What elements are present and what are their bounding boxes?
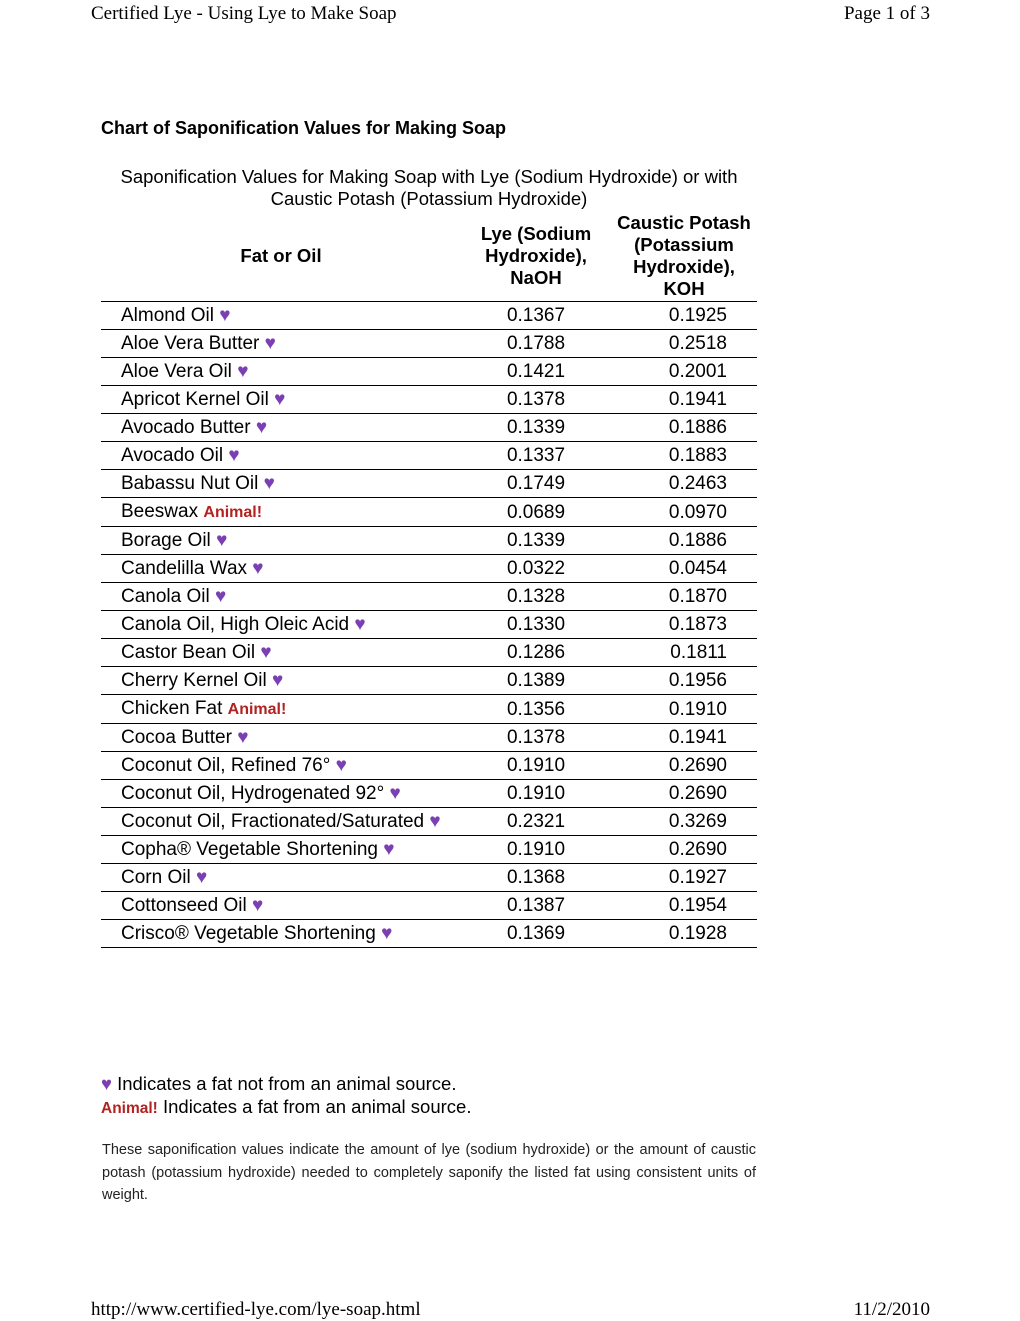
fat-name-cell [101, 498, 461, 527]
fat-name: Castor Bean Oil [121, 642, 256, 663]
heart-icon: ♥ [381, 923, 393, 944]
fat-name-cell [101, 302, 461, 330]
table-subtitle: Saponification Values for Making Soap with Lye (Sodium Hydroxide) or with Caustic Potash (Potassium Hydroxide) [120, 166, 738, 209]
table-row [101, 527, 757, 555]
heart-icon: ♥ [252, 558, 264, 579]
naoh-value: 0.1389 [506, 670, 566, 691]
fat-name-cell [101, 892, 461, 920]
fat-name: Apricot Kernel Oil [121, 389, 269, 410]
fat-name-cell [101, 414, 461, 442]
legend-row-animal [101, 1095, 471, 1120]
fat-name-cell [101, 695, 461, 724]
print-footer-url: http://www.certified-lye.com/lye-soap.html [91, 1299, 421, 1320]
print-header-title: Certified Lye - Using Lye to Make Soap [91, 3, 397, 24]
fat-name-cell [101, 386, 461, 414]
fat-name-cell [101, 667, 461, 695]
animal-badge: Animal! [203, 504, 263, 521]
heart-icon: ♥ [216, 530, 228, 551]
heart-icon: ♥ [263, 473, 275, 494]
naoh-value: 0.0689 [506, 501, 566, 523]
koh-value: 0.1883 [668, 445, 727, 466]
table-row [101, 470, 757, 498]
fat-name: Canola Oil [121, 586, 210, 607]
explanatory-note: These saponification values indicate the amount of lye (sodium hydroxide) or the amount of caustic potash (potassium hydroxide) needed to completely saponify the listed fat using consistent units of weight. [102, 1142, 756, 1203]
fat-name-cell [101, 470, 461, 498]
legend-plant-text: Indicates a fat not from an animal source. [117, 1073, 457, 1094]
koh-value: 0.2690 [668, 783, 727, 804]
naoh-value: 0.1749 [506, 473, 566, 494]
heart-icon: ♥ [255, 417, 268, 438]
fat-name-cell [101, 639, 461, 667]
table-row [101, 920, 757, 948]
heart-icon: ♥ [264, 333, 276, 354]
heart-icon: ♥ [215, 586, 227, 607]
fat-name: Aloe Vera Oil [121, 361, 232, 382]
table-row [101, 302, 757, 330]
koh-value: 0.1928 [668, 923, 727, 944]
fat-name: Coconut Oil, Refined 76° [121, 755, 331, 776]
koh-value: 0.1811 [670, 642, 727, 663]
fat-name: Beeswax [121, 501, 199, 522]
heart-icon: ♥ [195, 867, 208, 888]
fat-name: Avocado Oil [121, 445, 224, 466]
fat-name: Aloe Vera Butter [121, 333, 260, 354]
naoh-value: 0.0322 [506, 558, 566, 579]
legend-row-plant [101, 1072, 471, 1095]
animal-badge: Animal! [227, 701, 287, 718]
saponification-table [101, 212, 757, 948]
fat-name-cell [101, 527, 461, 555]
fat-name-cell [101, 808, 461, 836]
naoh-value: 0.1910 [506, 839, 566, 860]
table-row [101, 836, 757, 864]
heart-icon: ♥ [383, 839, 395, 860]
koh-value: 0.1886 [668, 417, 727, 438]
heart-icon: ♥ [429, 811, 441, 832]
table-row [101, 695, 757, 724]
koh-value: 0.1925 [668, 305, 727, 326]
heart-icon: ♥ [219, 305, 231, 326]
naoh-value: 0.2321 [506, 811, 566, 832]
table-row [101, 808, 757, 836]
fat-name: Almond Oil [121, 305, 214, 326]
naoh-value: 0.1387 [506, 895, 566, 916]
legend [101, 1072, 471, 1120]
table-row [101, 358, 757, 386]
koh-value: 0.1927 [668, 867, 727, 888]
column-header-fat: Fat or Oil [240, 245, 322, 266]
koh-value: 0.2463 [668, 473, 727, 494]
fat-name-cell [101, 583, 461, 611]
heart-icon: ♥ [354, 614, 366, 635]
koh-value: 0.1870 [668, 586, 727, 607]
fat-name: Cherry Kernel Oil [121, 670, 267, 691]
koh-value: 0.2690 [668, 755, 727, 776]
naoh-value: 0.1378 [506, 389, 566, 410]
table-row [101, 892, 757, 920]
table-row [101, 667, 757, 695]
fat-name: Corn Oil [121, 867, 191, 888]
naoh-value: 0.1910 [506, 783, 566, 804]
naoh-value: 0.1369 [506, 923, 566, 944]
fat-name: Coconut Oil, Hydrogenated 92° [121, 783, 385, 804]
koh-value: 0.1886 [668, 530, 727, 551]
table-row [101, 639, 757, 667]
table-row [101, 780, 757, 808]
page-title: Chart of Saponification Values for Making Soap [101, 118, 507, 138]
table-row [101, 442, 757, 470]
table-row [101, 724, 757, 752]
table-row [101, 864, 757, 892]
table-row [101, 498, 757, 527]
naoh-value: 0.1328 [506, 586, 566, 607]
naoh-value: 0.1378 [506, 727, 566, 748]
naoh-value: 0.1339 [506, 417, 566, 438]
fat-name-cell [101, 920, 461, 948]
koh-value: 0.2001 [668, 361, 727, 382]
fat-name: Avocado Butter [121, 417, 251, 438]
fat-name: Copha® Vegetable Shortening [121, 839, 378, 860]
fat-name-cell [101, 442, 461, 470]
heart-icon: ♥ [274, 389, 286, 410]
koh-value: 0.2690 [668, 839, 727, 860]
naoh-value: 0.1330 [506, 614, 566, 635]
column-header-koh: Caustic Potash (Potassium Hydroxide), KOH [617, 212, 751, 299]
fat-name: Crisco® Vegetable Shortening [121, 923, 376, 944]
fat-name: Borage Oil [121, 530, 211, 551]
koh-value: 0.3269 [668, 811, 727, 832]
fat-name-cell [101, 555, 461, 583]
print-header-page: Page 1 of 3 [843, 3, 930, 24]
table-row [101, 752, 757, 780]
koh-value: 0.0970 [668, 501, 727, 523]
column-header-naoh: Lye (Sodium Hydroxide), NaOH [480, 223, 592, 288]
fat-name: Coconut Oil, Fractionated/Saturated [121, 811, 425, 832]
table-row [101, 386, 757, 414]
naoh-value: 0.1421 [506, 361, 566, 382]
fat-name: Babassu Nut Oil [121, 473, 259, 494]
heart-icon: ♥ [228, 445, 240, 466]
fat-name-cell [101, 864, 461, 892]
heart-icon: ♥ [272, 670, 284, 691]
naoh-value: 0.1910 [506, 755, 566, 776]
table-header-row [101, 212, 757, 302]
fat-name-cell [101, 780, 461, 808]
naoh-value: 0.1368 [506, 867, 566, 888]
naoh-value: 0.1286 [506, 642, 566, 663]
fat-name: Chicken Fat [121, 698, 223, 719]
table-row [101, 611, 757, 639]
koh-value: 0.1941 [668, 727, 727, 748]
fat-name: Candelilla Wax [121, 558, 248, 579]
naoh-value: 0.1367 [506, 305, 566, 326]
heart-icon: ♥ [389, 783, 401, 804]
table-row [101, 330, 757, 358]
heart-icon: ♥ [101, 1073, 112, 1094]
fat-name-cell [101, 836, 461, 864]
heart-icon: ♥ [237, 727, 249, 748]
print-footer-date: 11/2/2010 [853, 1299, 930, 1320]
table-body [101, 302, 757, 948]
table-row [101, 583, 757, 611]
heart-icon: ♥ [251, 895, 264, 916]
fat-name-cell [101, 724, 461, 752]
heart-icon: ♥ [260, 642, 272, 663]
koh-value: 0.1941 [668, 389, 727, 410]
koh-value: 0.0454 [668, 558, 727, 579]
legend-animal-text: Indicates a fat from an animal source. [162, 1096, 472, 1117]
koh-value: 0.1956 [668, 670, 727, 691]
table-row [101, 414, 757, 442]
fat-name-cell [101, 611, 461, 639]
koh-value: 0.1873 [668, 614, 727, 635]
naoh-value: 0.1356 [506, 698, 566, 720]
heart-icon: ♥ [335, 755, 347, 776]
naoh-value: 0.1337 [506, 445, 566, 466]
koh-value: 0.1954 [668, 895, 727, 916]
fat-name-cell [101, 330, 461, 358]
fat-name: Canola Oil, High Oleic Acid [121, 614, 350, 635]
naoh-value: 0.1339 [506, 530, 566, 551]
animal-badge: Animal! [101, 1100, 158, 1117]
koh-value: 0.2518 [668, 333, 727, 354]
fat-name: Cocoa Butter [121, 727, 232, 748]
koh-value: 0.1910 [668, 698, 727, 720]
naoh-value: 0.1788 [506, 333, 566, 354]
fat-name-cell [101, 752, 461, 780]
table-row [101, 555, 757, 583]
fat-name-cell [101, 358, 461, 386]
fat-name: Cottonseed Oil [121, 895, 247, 916]
heart-icon: ♥ [237, 361, 249, 382]
